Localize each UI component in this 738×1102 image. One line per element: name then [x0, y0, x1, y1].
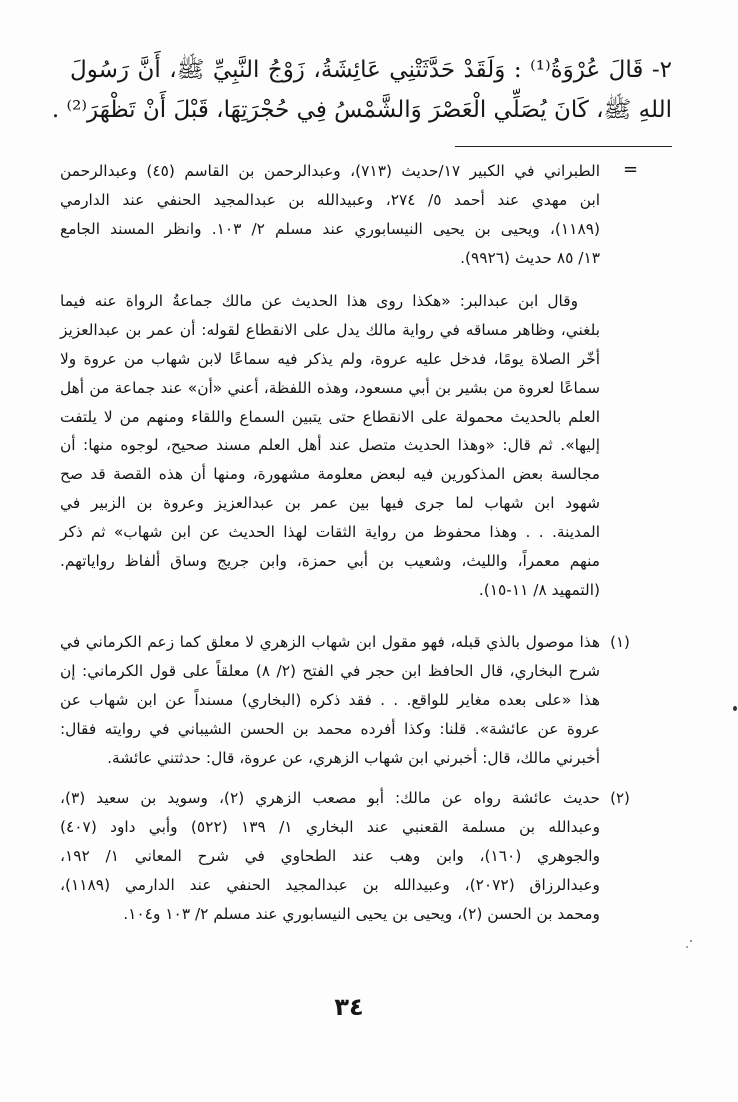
footnote-line: ابن مهدي عند أحمد ٥/ ٢٧٤، وعبيدالله بن عبدالمجيد الحنفي عند الدارمي — [60, 190, 601, 209]
footnote-line: أخّر الصلاة يومًا، فدخل عليه عروة، ولم يذكر فيه سماعًا لابن شهاب من عروة ولا — [60, 349, 600, 368]
footnote-divider — [455, 146, 672, 147]
footnote-line: مجالسة بعض المذكورين فيه لبعض معلومة مشهورة، ومنها أن هذه القصة قد صح — [60, 465, 600, 484]
footnote-line: المدينة. . . وهذا محفوظ من رواية الثقات لهذا الحديث عن ابن شهاب» ثم ذكر — [60, 523, 600, 542]
footnote-line: عروة عن عائشة». قلنا: وكذا أفرده محمد بن الحسن الشيباني في روايته فقال: — [60, 719, 600, 738]
footnote-marker-1: (١) — [610, 633, 630, 651]
footnote-line: بلغني، وظاهر مساقه في رواية مالك يدل على الانقطاع لقوله: أن عمر بن عبدالعزيز — [60, 320, 600, 339]
footnote-line: إليها». ثم قال: «وهذا الحديث متصل عند أهل العلم مسند صحيح، لوجوه منها: أن — [60, 436, 600, 455]
footnote-line: حديث عائشة رواه عن مالك: أبو مصعب الزهري (٢)، وسويد بن سعيد (٣)، — [60, 789, 600, 807]
footnote-2 — [60, 784, 600, 928]
footnote-line: شرح البخاري، قال الحافظ ابن حجر في الفتح (٢/ ٨) معلقاً على قول الكرماني: إن — [60, 661, 600, 680]
footnote-line: شهود ابن شهاب لما جرى فيها بين عمر بن عبدالعزيز وعروة بن الزبير في — [60, 494, 600, 513]
footnote-line: منهم معمراً، والليث، وشعيب بن أبي حمزة، وابن جريج وساق ألفاظ رواياتهم. — [60, 552, 600, 571]
footnote-line: ومحمد بن الحسن (٢)، ويحيى بن يحيى النيسابوري عند مسلم ٢/ ١٠٣ و١٠٤. — [123, 904, 600, 923]
hadith-line: ٢- قَالَ عُرْوَةُ⁽¹⁾ : وَلَقَدْ حَدَّثَتْنِي عَائِشَةُ، زَوْجُ النَّبِيِّ ﷺ، أَنَّ رَسُولَ — [70, 57, 673, 83]
scan-speck — [733, 706, 737, 711]
footnote-line: ١٣/ ٨٥ حديث (٩٩٢٦). — [460, 248, 600, 267]
footnote-line: (١١٨٩)، ويحيى بن يحيى النيسابوري عند مسلم ٢/ ١٠٣. وانظر المسند الجامع — [60, 219, 600, 238]
footnote-line: وقال ابن عبدالبر: «هكذا روى هذا الحديث عن مالك جماعةُ الرواة عنه فيما — [60, 292, 578, 310]
footnote-line: والجوهري (١٦٠)، وابن وهب عند الطحاوي في شرح المعاني ١/ ١٩٢، — [60, 846, 600, 865]
hadith-line: اللهِ ﷺ، كَانَ يُصَلِّي الْعَصْرَ وَالشَّمْسُ فِي حُجْرَتِهَا، قَبْلَ أَنْ تَظْهَرَ⁽²⁾ . — [51, 97, 672, 123]
footnote-line: سماعًا لعروة من بشير بن أبي مسعود، وهذه اللفظة، أعني «أن» عند جماعة من أهل — [60, 378, 600, 397]
footnote-line: هذا «على بعده مغاير للواقع. . . فقد ذكره (البخاري) مسنداً عن ابن شهاب عن — [60, 690, 600, 709]
continued-footnote — [60, 157, 600, 273]
page-number: ٣٤ — [334, 993, 364, 1021]
hadith-text — [51, 50, 673, 130]
scan-speck — [686, 946, 688, 948]
footnote-line: أخبرني مالك، قال: أخبرني ابن شهاب الزهري، عن عروة، قال: حدثتني عائشة. — [107, 748, 600, 767]
continuation-mark: = — [623, 159, 639, 180]
footnote-line: وعبدالرزاق (٢٠٧٢)، وعبيدالله بن عبدالمجيد الحنفي عند الدارمي (١١٨٩)، — [60, 875, 600, 894]
footnote-1 — [60, 628, 600, 772]
footnote-line: هذا موصول بالذي قبله، فهو مقول ابن شهاب الزهري لا معلق كما زعم الكرماني في — [60, 633, 600, 651]
footnote-line: (التمهيد ٨/ ١١-١٥). — [478, 580, 600, 599]
footnote-line: العلم بالحديث محمولة على الانقطاع حتى يتبين السماع واللقاء ومنهم من لا يلتفت — [60, 407, 600, 426]
footnote-line: الطبراني في الكبير ١٧/حديث (٧١٣)، وعبدالرحمن بن القاسم (٤٥) وعبدالرحمن — [60, 162, 600, 180]
ibn-abdulbarr-quote — [60, 287, 600, 605]
footnote-marker-2: (٢) — [610, 789, 630, 807]
scan-speck — [690, 940, 692, 942]
footnote-line: وعبدالله بن مسلمة القعنبي عند البخاري ١/ ١٣٩ (٥٢٢) وأبي داود (٤٠٧) — [60, 817, 600, 836]
